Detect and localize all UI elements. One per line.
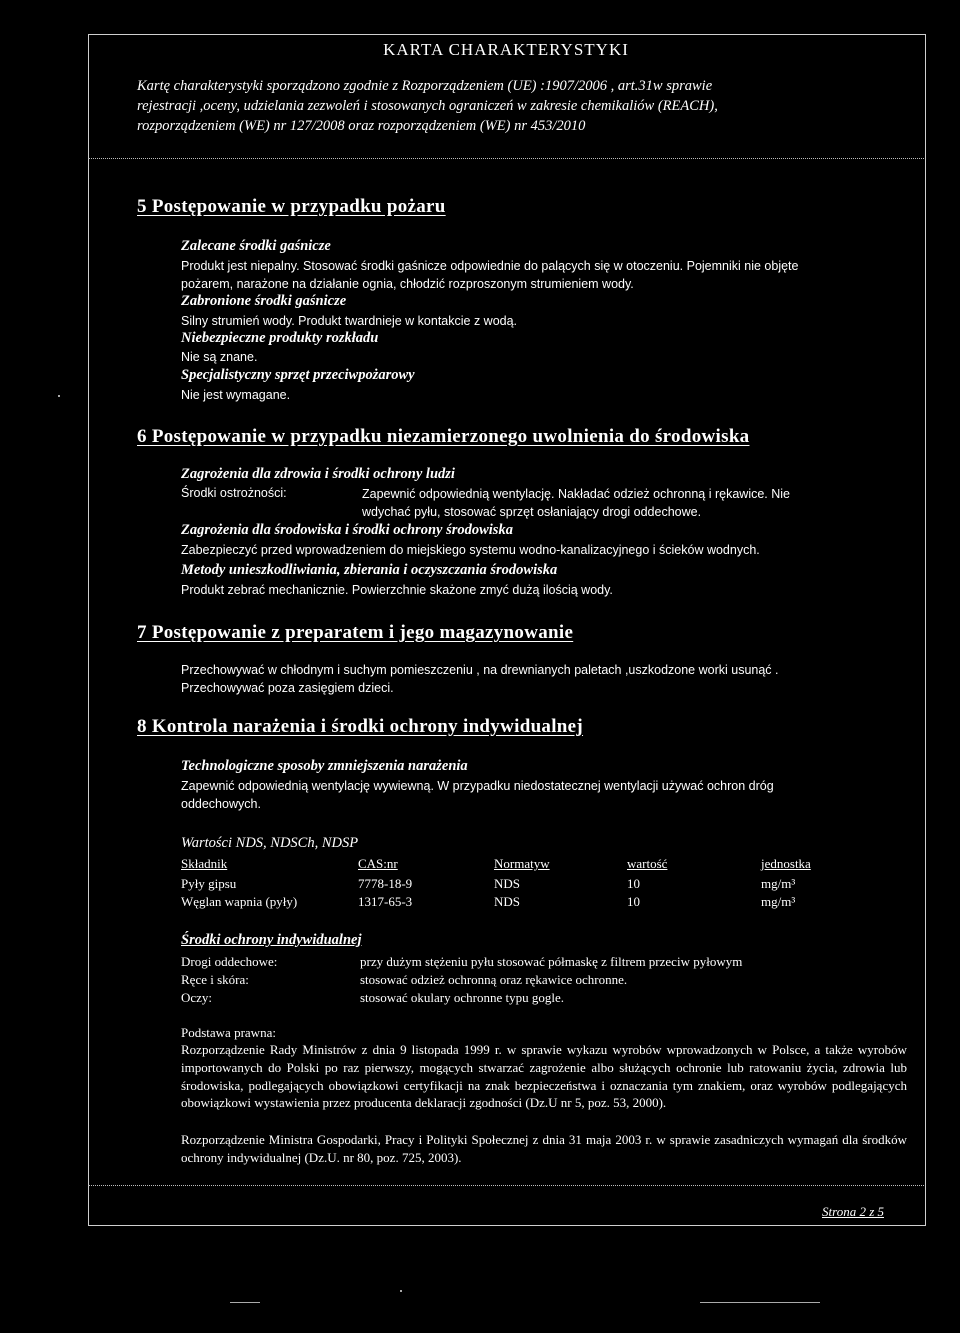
section-7-text-1: Przechowywać w chłodnym i suchym pomieszczeniu , na drewnianych paletach ,uszkodzone worki usunąć . [181,663,779,677]
section-7-text-2: Przechowywać poza zasięgiem dzieci. [181,681,394,695]
section-5-text-1a: Produkt jest niepalny. Stosować środki gaśnicze odpowiednie do palących się w otoczeniu. Pojemniki nie objęte [181,259,799,273]
section-5-sub-forbidden: Zabronione środki gaśnicze [181,293,347,309]
section-6-sub-cleanup: Metody unieszkodliwiania, zbierania i oczyszczania środowiska [181,562,558,578]
section-6-text-2: Zabezpieczyć przed wprowadzeniem do miejskiego systemu wodno-kanalizacyjnego i ścieków wodnych. [181,543,760,557]
legal-basis-label: Podstawa prawna: [181,1025,276,1040]
table-cell: 10 [627,894,640,909]
section-6-sub-environment: Zagrożenia dla środowiska i środki ochrony środowiska [181,522,513,538]
section-5-text-1 [181,258,911,293]
section-6-label-precautions: Środki ostrożności: [181,486,287,500]
section-5-sub-equipment: Specjalistyczny sprzęt przeciwpożarowy [181,367,415,383]
section-8-text-1b: oddechowych. [181,796,261,811]
section-5-sub-decomposition: Niebezpieczne produkty rozkładu [181,330,379,346]
section-5-text-3: Nie są znane. [181,350,258,364]
table-header-cas: CAS:nr [358,856,398,871]
table-cell: mg/m³ [761,894,796,909]
legal-basis-text-2: Rozporządzenie Ministra Gospodarki, Pracy i Polityki Społecznej z dnia 31 maja 2003 r. w sprawie zasadniczych wymagań dla środków ochrony indywidualnej (Dz.U. nr 80, poz. 725, 2003). [181,1132,907,1165]
scan-speck [400,1290,402,1292]
section-8-sub-technology: Technologiczne sposoby zmniejszenia narażenia [181,758,468,774]
table-cell: 10 [627,876,640,891]
table-cell: Pyły gipsu [181,876,237,891]
ppe-value-respiratory: przy dużym stężeniu pyłu stosować półmaskę z filtrem przeciw pyłowym [360,954,743,969]
section-5-heading: 5 Postępowanie w przypadku pożaru [137,196,446,217]
table-header-value: wartość [627,856,668,871]
scan-speck [230,1302,260,1303]
ppe-label-eyes: Oczy: [181,990,213,1005]
page-number: Strona 2 z 5 [822,1204,884,1219]
section-7-heading: 7 Postępowanie z preparatem i jego magazynowanie [137,622,574,643]
section-6-sub-health: Zagrożenia dla zdrowia i środki ochrony ludzi [181,466,455,482]
document-title: KARTA CHARAKTERYSTYKI [383,40,629,59]
table-header-norm: Normatyw [494,856,550,871]
header-line-2: rejestracji ,oceny, udzielania zezwoleń i stosowanych ograniczeń w zakresie chemikaliów (REACH), [137,98,718,114]
footer-divider [88,1185,924,1186]
ppe-value-eyes: stosować okulary ochronne typu gogle. [360,990,564,1005]
section-6-text-1a: Zapewnić odpowiednią wentylację. Nakładać odzież ochronną i rękawice. Nie [362,487,791,501]
section-5-text-2: Silny strumień wody. Produkt twardnieje w kontakcie z wodą. [181,314,518,328]
scan-speck [58,395,60,397]
section-6-text-3: Produkt zebrać mechanicznie. Powierzchnie skażone zmyć dużą ilością wody. [181,583,613,597]
table-cell: NDS [494,876,521,891]
header-regulation-text [137,76,917,136]
section-8-sub-nds: Wartości NDS, NDSCh, NDSP [181,835,359,851]
table-cell: NDS [494,894,521,909]
table-cell: 1317-65-3 [358,894,413,909]
ppe-value-hands: stosować odzież ochronną oraz rękawice ochronne. [360,972,628,987]
section-8-sub-ppe: Środki ochrony indywidualnej [181,932,362,948]
section-6-text-1 [362,486,882,521]
table-cell: mg/m³ [761,876,796,891]
section-8-text-1a: Zapewnić odpowiednią wentylację wywiewną. W przypadku niedostatecznej wentylacji używać ochron dróg [181,779,774,793]
ppe-label-hands: Ręce i skóra: [181,972,249,987]
section-5-text-4: Nie jest wymagane. [181,388,291,402]
header-line-1: Kartę charakterystyki sporządzono zgodnie z Rozporządzeniem (UE) :1907/2006 , art.31w sprawie [137,78,713,94]
section-8-heading: 8 Kontrola narażenia i środki ochrony indywidualnej [137,716,584,737]
section-8-text-1 [181,778,917,813]
header-divider [88,158,924,159]
section-5-sub-extinguishing: Zalecane środki gaśnicze [181,238,331,254]
legal-basis-text-1: Rozporządzenie Rady Ministrów z dnia 9 listopada 1999 r. w sprawie wykazu wyrobów wprowadzonych w Polsce, a także wyrobów importowanych do Polski po raz pierwszy, mogących stwarzać zagrożenie albo służących ochronie lub ratowaniu życia, zdrowia lub środowiska, podlegających obowiązkowi certyfikacji na znak bezpieczeństwa i oznaczania tym znakiem, oraz wyrobów podlegających obowiązkowi wystawienia przez producenta deklaracji zgodności (Dz.U nr 5, poz. 53, 2000). [181,1042,907,1111]
section-6-heading: 6 Postępowanie w przypadku niezamierzonego uwolnienia do środowiska [137,426,750,447]
table-header-component: Składnik [181,856,228,871]
section-6-text-1b: wdychać pyłu, stosować sprzęt osłaniający drogi oddechowe. [362,504,702,519]
scan-speck [700,1302,820,1303]
section-5-text-1b: pożarem, narażone na działanie ognia, chłodzić rozproszonym strumieniem wody. [181,276,634,291]
table-header-unit: jednostka [761,856,811,871]
table-cell: 7778-18-9 [358,876,413,891]
header-line-3: rozporządzeniem (WE) nr 127/2008 oraz rozporządzeniem (WE) nr 453/2010 [137,118,586,134]
ppe-label-respiratory: Drogi oddechowe: [181,954,278,969]
table-cell: Węglan wapnia (pyły) [181,894,298,909]
